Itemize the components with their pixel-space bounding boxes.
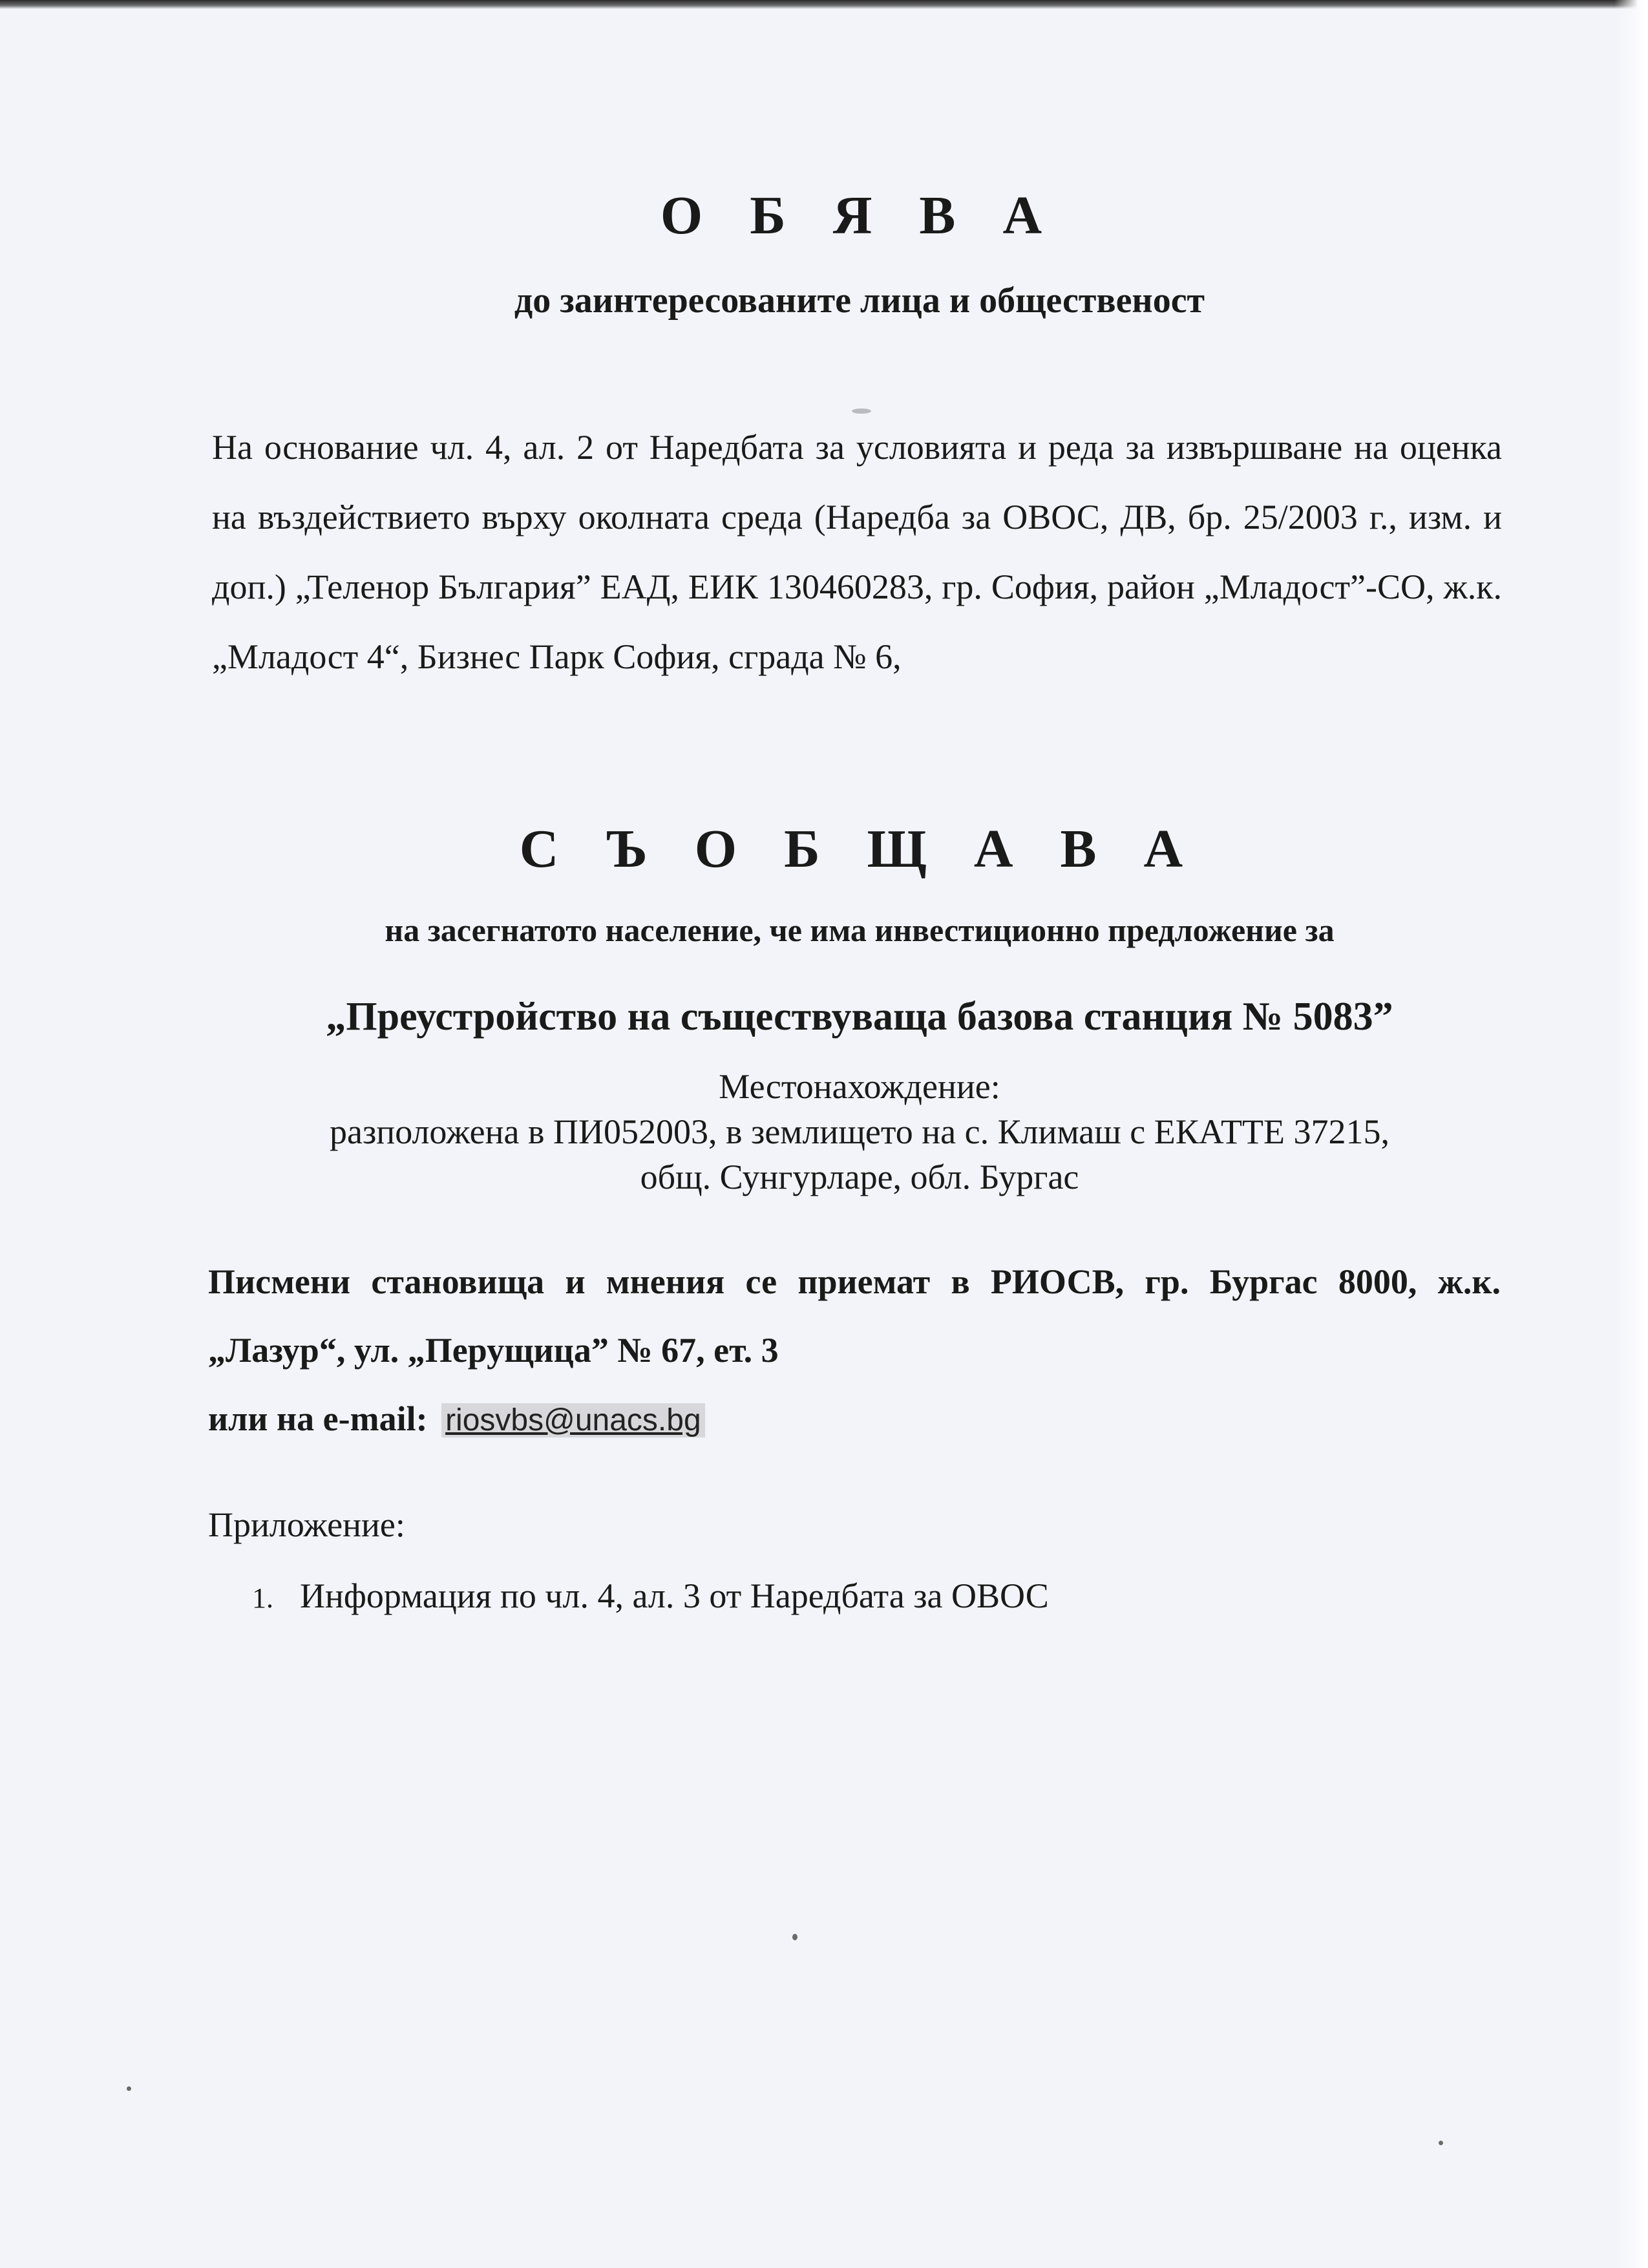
email-link[interactable]: riosvbs@unacs.bg [441, 1403, 705, 1437]
opinions-block [208, 1247, 1501, 1455]
appendix-item [252, 1576, 1049, 1616]
location-label: Местонахождение: [719, 1067, 1000, 1106]
opinions-line-1: Писмени становища и мнения се приемат в РИОСВ, гр. Бургас 8000, ж.к. [208, 1262, 1501, 1301]
appendix-item-number: 1. [252, 1582, 273, 1614]
announcement-title: С Ъ О Б Щ А В А [519, 819, 1200, 879]
location-line-1: разположена в ПИ052003, в землището на с. Климаш с ЕКАТТЕ 37215, [330, 1112, 1389, 1151]
proposal-title: „Преустройство на съществуваща базова станция № 5083” [326, 995, 1393, 1039]
scan-speck [852, 408, 871, 414]
scan-top-edge [0, 0, 1648, 9]
intro-paragraph: На основание чл. 4, ал. 2 от Наредбата за условията и реда за извършване на оценка на въздействието върху околната среда (Наредба за ОВОС, ДВ, бр. 25/2003 г., изм. и доп.) „Теленор България” ЕАД, ЕИК 130460283, гр. София, район „Младост”-СО, ж.к. „Младост 4“, Бизнес Парк София, сграда № 6, [212, 428, 1502, 676]
scan-speck [792, 1934, 798, 1940]
location-block [0, 1064, 1648, 1200]
email-label: или на e-mail: [208, 1399, 428, 1438]
document-title: О Б Я В А [660, 185, 1059, 246]
appendix-item-text: Информация по чл. 4, ал. 3 от Наредбата за ОВОС [300, 1576, 1049, 1615]
scan-speck [1439, 2141, 1443, 2145]
appendix-label: Приложение: [208, 1505, 405, 1544]
email-line [208, 1384, 1501, 1455]
scan-speck [127, 2086, 131, 2091]
location-line-2: общ. Сунгурларе, обл. Бургас [640, 1158, 1079, 1196]
announcement-subtitle: на засегнатото население, че има инвестиционно предложение за [385, 912, 1335, 948]
opinions-line-2: „Лазур“, ул. „Перущица” № 67, ет. 3 [208, 1331, 779, 1370]
document-subtitle: до заинтересованите лица и общественост [514, 281, 1205, 321]
